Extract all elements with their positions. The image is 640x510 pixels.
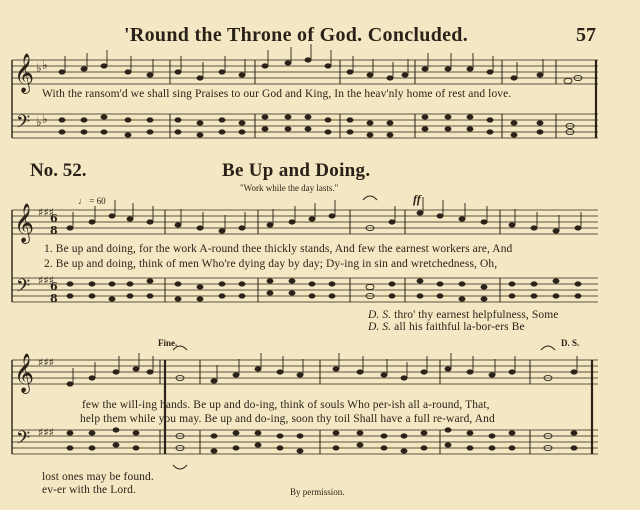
ds-text: thro' thy earnest helpfulness, Some [394, 309, 559, 321]
verse-2-lyric-2: help them while you may. Be up and do-ing, soon thy toil Shall have a full re-ward, And [80, 413, 495, 425]
svg-text:6: 6 [50, 280, 58, 293]
bass-clef-icon: 𝄢 [16, 276, 31, 301]
ds-marker: D. S. [561, 338, 580, 348]
ds-label: D. S. [368, 309, 392, 321]
verse-2-lyric: 2. Be up and doing, think of men Who're dying day by day; Dy-ing in sin and wretchedness, Oh, [44, 258, 498, 270]
dynamic-marking: ff [413, 192, 421, 206]
svg-text:♭: ♭ [42, 112, 48, 126]
page-number: 57 [576, 24, 596, 46]
svg-text:♯♯♯: ♯♯♯ [38, 206, 54, 219]
fine-label: Fine. [158, 338, 178, 348]
hymn-title: Be Up and Doing. [222, 160, 371, 181]
svg-text:8: 8 [50, 292, 58, 305]
svg-text:♯♯♯: ♯♯♯ [38, 356, 54, 369]
treble-clef-icon: 𝄞 [14, 53, 35, 93]
svg-text:♭: ♭ [36, 61, 42, 75]
svg-text:6: 6 [50, 212, 58, 225]
svg-text:♯♯♯: ♯♯♯ [38, 274, 54, 287]
svg-text:♭: ♭ [36, 115, 42, 129]
verse-1-lyric: 1. Be up and doing, for the work A-round thee thickly stands, And few the earnest workers are, And [44, 243, 513, 255]
svg-text:♭: ♭ [42, 58, 48, 72]
ds-lyric-1 [368, 309, 558, 321]
treble-clef-icon: 𝄞 [14, 353, 35, 393]
page-title: 'Round the Throne of God. Concluded. [124, 24, 469, 46]
ending-lyric-1: lost ones may be found. [42, 471, 154, 483]
staff-system-2-treble [12, 210, 598, 234]
staff-system-1-treble [12, 60, 598, 84]
credit-line: By permission. [290, 487, 345, 497]
lyric-line: With the ransom'd we shall sing Praises to our God and King, In the heav'nly home of rest and love. [42, 88, 512, 100]
bass-clef-icon: 𝄢 [16, 112, 31, 137]
ending-lyric-2: ev-er with the Lord. [42, 484, 136, 496]
ds-label: D. S. [368, 321, 392, 333]
svg-text:8: 8 [50, 224, 58, 237]
ds-lyric-2 [368, 321, 525, 333]
hymn-subtitle: "Work while the day lasts." [240, 183, 339, 193]
verse-1-lyric-2: few the will-ing hands. Be up and do-ing, think of souls Who per-ish all a-round, That, [82, 399, 490, 411]
hymn-number: No. 52. [30, 160, 87, 181]
treble-clef-icon: 𝄞 [14, 203, 35, 243]
bass-clef-icon: 𝄢 [16, 428, 31, 453]
staff-system-2-bass [12, 278, 598, 302]
svg-text:♯♯♯: ♯♯♯ [38, 426, 54, 439]
tempo-marking: ♩ = 60 [78, 196, 106, 206]
ds-text: all his faithful la-bor-ers Be [394, 321, 525, 333]
